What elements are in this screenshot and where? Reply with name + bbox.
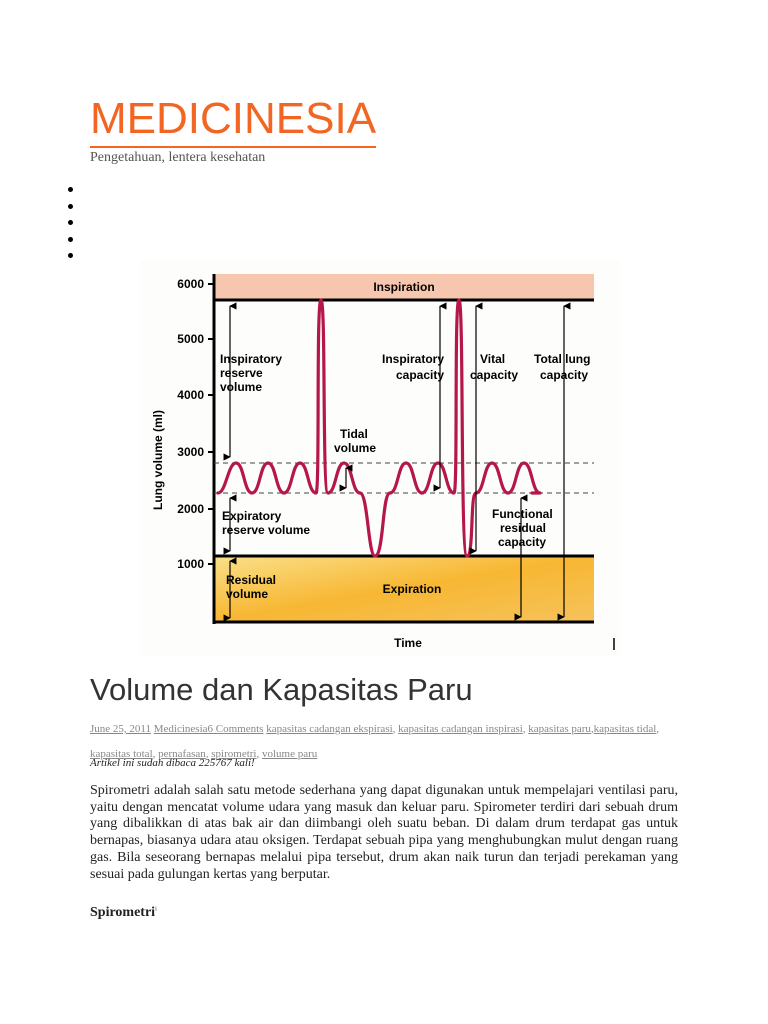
read-count: Artikel ini sudah dibaca 225767 kali! <box>90 757 255 769</box>
y-tick-label: 1000 <box>177 557 204 571</box>
y-tick-label: 3000 <box>177 445 204 459</box>
tag-link[interactable]: kapasitas tidal <box>593 723 657 735</box>
post-paragraph: Spirometri adalah salah satu metode sederhana yang dapat digunakan untuk mempelajari ventilasi paru, yaitu dengan mencatat volume udara yang masuk dan keluar paru. Spirometer terdiri dari sebuah drum yang dibalikkan di atas bak air dan diimbangi oleh suatu beban. Di dalam drum terdapat gas untuk bernapas, biasanya udara atau oksigen. Terdapat sebuah pipa yang menghubungkan mulut dengan ruang gas. Bila seseorang bernapas melalui pipa tersebut, drum akan naik turun dan terjadi perekaman yang sesuai pada gulungan kertas yang berputar. <box>90 783 678 882</box>
irv-label: reserve <box>220 366 263 380</box>
tag-link[interactable]: kapasitas total <box>90 748 153 760</box>
y-tick-label: 6000 <box>177 277 204 291</box>
vital-capacity-label: Vital <box>480 352 506 366</box>
y-tick-label: 2000 <box>177 502 204 516</box>
irv-label: volume <box>220 380 263 394</box>
tag-link[interactable]: pernafasan <box>158 748 206 760</box>
inspiratory-capacity-label: Inspiratory <box>382 352 445 366</box>
y-tick-label: 4000 <box>177 388 204 402</box>
tag-separator: , <box>256 748 262 760</box>
total-lung-capacity-label: capacity <box>540 368 589 382</box>
post-comments-link[interactable]: 6 Comments <box>207 723 264 735</box>
expiration-label: Expiration <box>382 582 442 596</box>
tag-link[interactable]: kapasitas cadangan ekspirasi <box>266 723 393 735</box>
tag-separator: , <box>590 723 594 735</box>
erv-label: Expiratory <box>222 509 282 523</box>
total-lung-capacity-label: Total lung <box>534 352 591 366</box>
x-axis-label: Time <box>394 636 422 650</box>
frc-label: residual <box>500 521 547 535</box>
tag-link[interactable]: kapasitas cadangan inspirasi <box>398 723 523 735</box>
post-title: Volume dan Kapasitas Paru <box>90 672 473 707</box>
tag-separator: , <box>205 748 212 760</box>
tag-link[interactable]: spirometri <box>211 748 257 760</box>
tag-separator: , <box>656 723 660 735</box>
site-tagline: Pengetahuan, lentera kesehatan <box>90 150 266 165</box>
residual-volume-label: Residual <box>226 573 277 587</box>
tag-separator: , <box>152 748 159 760</box>
y-axis-label: Lung volume (ml) <box>151 410 165 510</box>
residual-volume-label: volume <box>226 587 269 601</box>
site-title-link[interactable]: MEDICINESIA <box>90 92 376 148</box>
tag-link[interactable]: volume paru <box>261 748 318 760</box>
lung-volume-diagram <box>140 260 620 655</box>
svg-text:Tidal volume <box>334 427 376 455</box>
subheading-text: Spirometri <box>90 905 156 920</box>
erv-label: reserve volume <box>222 523 311 537</box>
lung-volume-figure <box>140 260 620 655</box>
tag-link[interactable]: kapasitas paru <box>528 723 591 735</box>
frc-label: capacity <box>498 535 547 549</box>
frc-label: Functional <box>492 507 553 521</box>
inspiration-label: Inspiration <box>373 280 435 294</box>
post-author-link[interactable]: Medicinesia <box>153 723 208 735</box>
post-date-link[interactable]: June 25, 2011 <box>90 723 152 735</box>
irv-label: Inspiratory <box>220 352 283 366</box>
subheading-footnote-mark: i <box>155 906 157 913</box>
tidal-volume-label: volume <box>334 441 377 455</box>
y-tick-label: 5000 <box>177 332 204 346</box>
tag-separator: , <box>522 723 529 735</box>
section-subheading <box>90 905 157 921</box>
vital-capacity-label: capacity <box>470 368 519 382</box>
tag-separator: , <box>392 723 399 735</box>
inspiratory-capacity-label: capacity <box>396 368 445 382</box>
tidal-volume-label: Tidal <box>340 427 368 441</box>
